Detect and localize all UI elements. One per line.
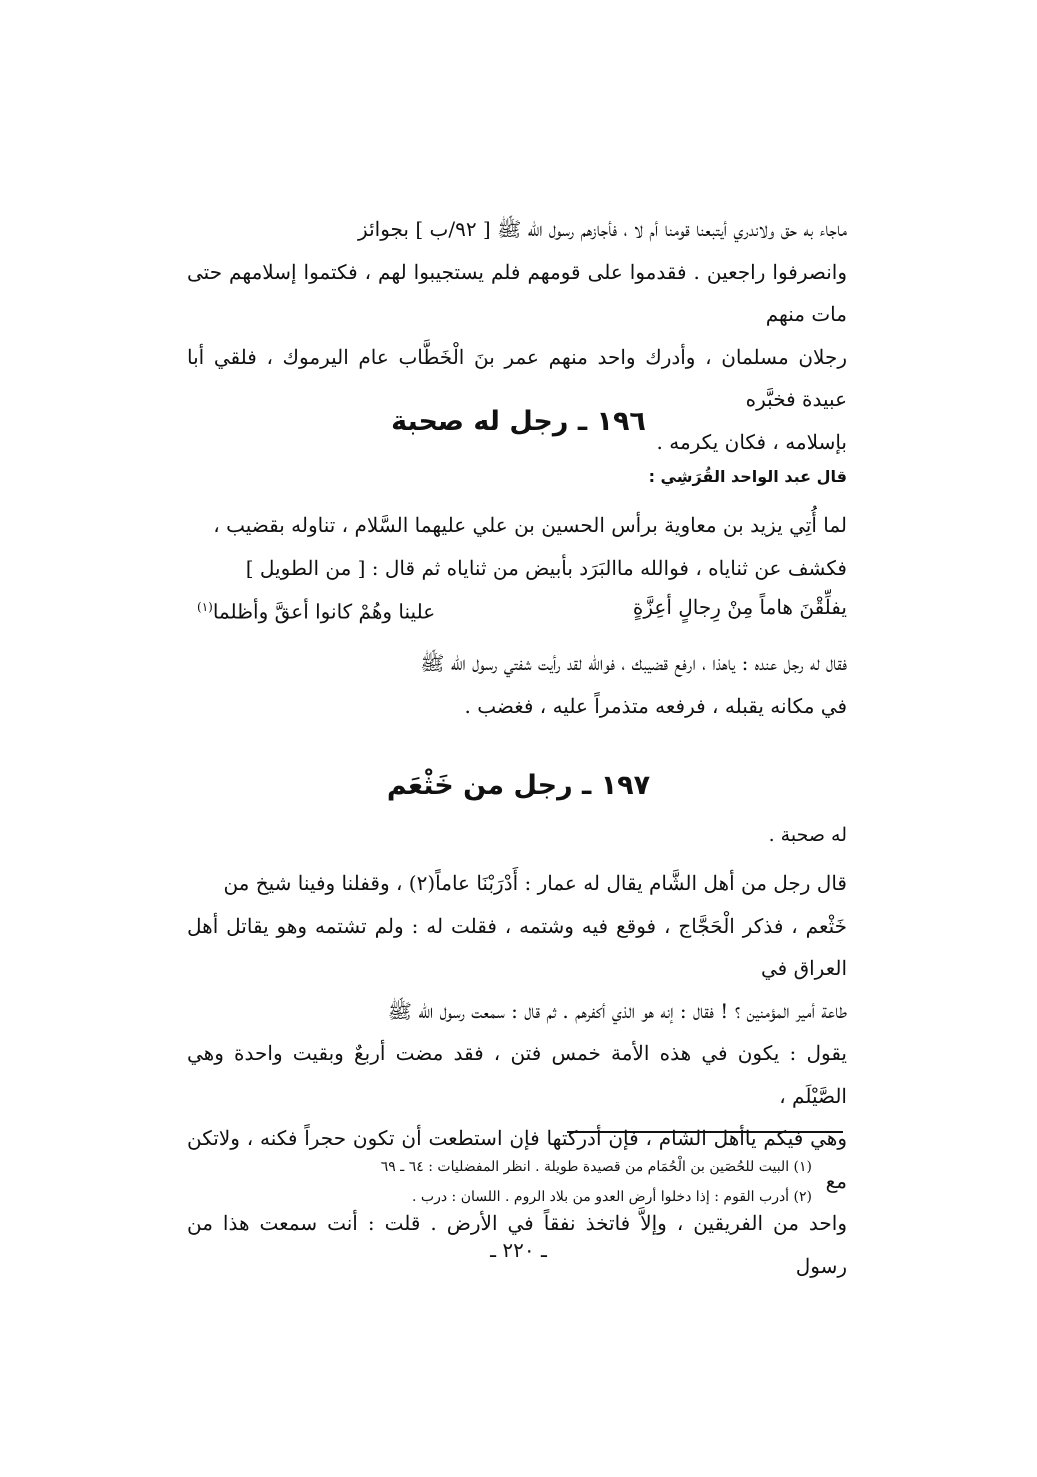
section-197-heading: ١٩٧ ـ رجل من خَثْعَم (386, 770, 651, 801)
verse-second-hemistich (197, 592, 435, 627)
section-197-paragraph (187, 862, 847, 1287)
poetry-verse (197, 592, 847, 627)
footnote-marker: (١) (197, 600, 213, 614)
text-line: بإسلامه ، فكان يكرمه . (656, 429, 847, 454)
section-197-intro: له صحبة . (768, 824, 847, 846)
verse-second-text: علينا وهُمْ كانوا أعقَّ وأظلما (212, 599, 436, 624)
footnote-1: (١) البيت للحُصَين بن الْحُمَام من قصيدة طويلة . انظر المفضليات : ٦٤ ـ ٦٩ (380, 1159, 812, 1175)
text-line: واحد من الفريقين ، وإلاَّ فاتخذ نفقاً في الأرض . قلت : أنت سمعت هذا من رسول (187, 1211, 847, 1278)
page-number: ـ ٢٢٠ ـ (490, 1238, 547, 1262)
section-196-after-verse (187, 642, 847, 727)
footnotes (381, 1152, 812, 1212)
text-line: لما أُتِي يزيد بن معاوية برأس الحسين بن علي عليهما السَّلام ، تناوله بقضيب ، (213, 513, 847, 537)
section-196-heading: ١٩٦ ـ رجل له صحبة (391, 406, 646, 437)
text-line: وانصرفوا راجعين . فقدموا على قومهم فلم يستجيبوا لهم ، فكتموا إسلامهم حتى مات منهم (187, 259, 847, 326)
text-line: فقال له رجل عنده : ياهذا ، ارفع قضيبك ، فوالله لقد رأيت شفتي رسول الله ﷺ (420, 651, 847, 675)
text-line: في مكانه يقبله ، فرفعه متذمراً عليه ، فغضب . (464, 693, 847, 718)
text-line: قال رجل من أهل الشَّام يقال له عمار : أَدْرَبْنَا عاماً(٢) ، وقفلنا وفينا شيخ من (223, 871, 847, 895)
text-line: رجلان مسلمان ، وأدرك واحد منهم عمر بنَ الْخَطَّاب عام اليرموك ، فلقي أبا عبيدة فخبَّره (187, 344, 847, 411)
footnote-divider (567, 1131, 843, 1133)
text-line: وهي فيكم ياأهل الشام ، فإن أدركتها فإن استطعت أن تكون حجراً فكنه ، ولاتكن مع (187, 1126, 847, 1193)
text-line: خَثْعم ، فذكر الْحَجَّاج ، فوقع فيه وشتمه ، فقلت له : ولم تشتمه وهو يقاتل أهل العراق في (187, 913, 847, 980)
text-line: طاعة أمير المؤمنين ؟ ! فقال : إنه هو الذي أكفرهم . ثم قال : سمعت رسول الله ﷺ (387, 998, 847, 1023)
footnote-2: (٢) أدرب القوم : إذا دخلوا أرض العدو من بلاد الروم . اللسان : درب . (412, 1189, 812, 1205)
verse-first-hemistich: يفلِّقْنَ هاماً مِنْ رِجالٍ أعِزَّةٍ (632, 595, 847, 619)
speaker-label: قال عبد الواحد القُرَشِي : (648, 467, 847, 486)
section-196-paragraph (187, 504, 847, 589)
text-line: ماجاء به حق ولاندري أيتبعنا قومنا أم لا ، فأجازهم رسول الله ﷺ [ ٩٢/ب ] بجوائز (358, 217, 847, 241)
text-line: فكشف عن ثناياه ، فوالله ماالبَرَد بأبيض من ثناياه ثم قال : [ من الطويل ] (245, 555, 847, 580)
text-line: يقول : يكون في هذه الأمة خمس فتن ، فقد مضت أربعٌ وبقيت واحدة وهي الصَّيْلَم ، (187, 1041, 847, 1108)
